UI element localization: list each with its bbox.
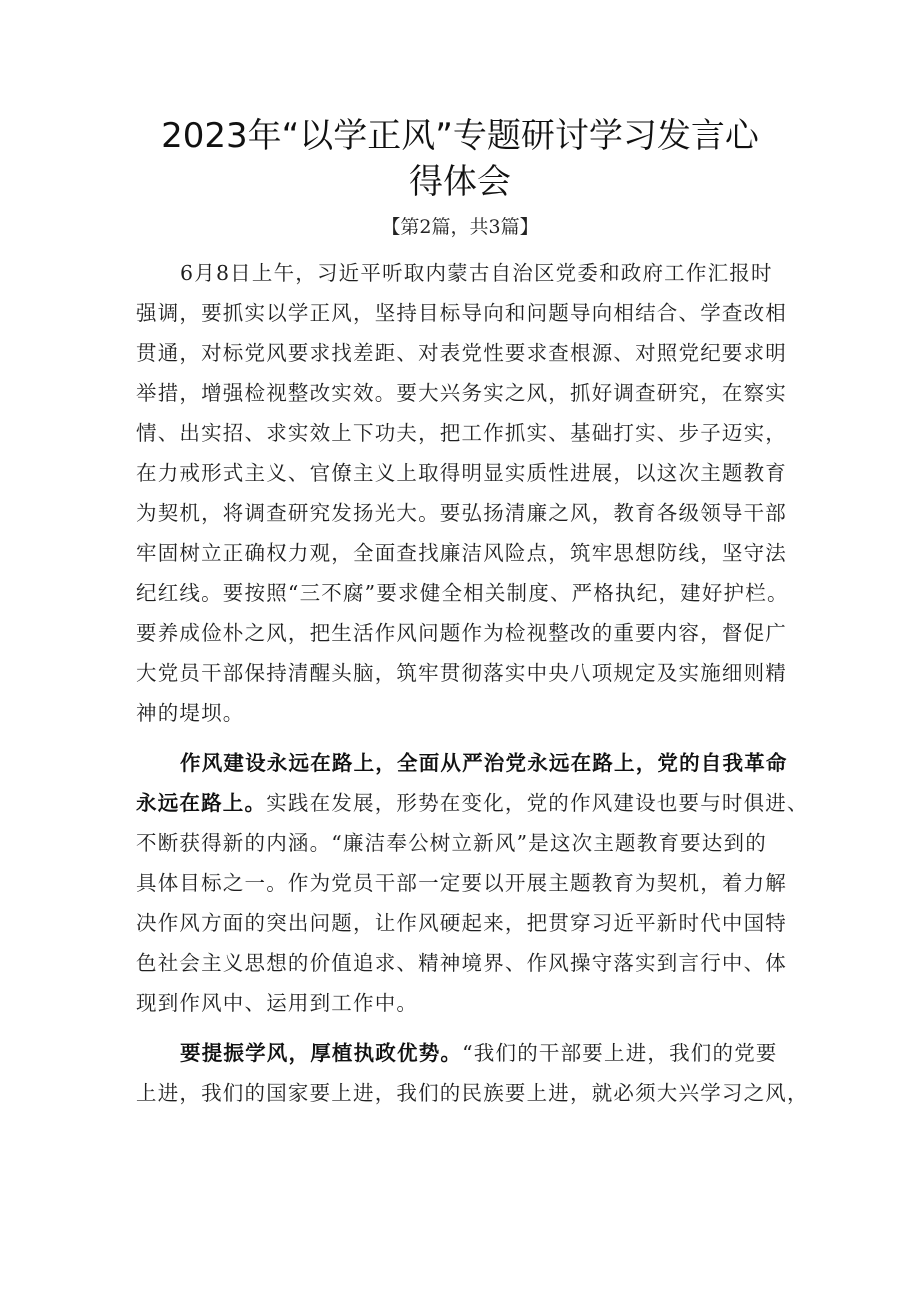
paragraph-line xyxy=(136,1078,809,1108)
line-text: 情、出实招、求实效上下功夫，把工作抓实、基础打实、步子迈实， xyxy=(136,421,787,445)
line-text: 上进，我们的国家要上进，我们的民族要上进，就必须大兴学习之风， xyxy=(136,1081,809,1105)
paragraph-line xyxy=(136,948,796,978)
paragraph-line xyxy=(136,868,796,898)
paragraph-line xyxy=(136,538,796,568)
paragraph-line xyxy=(136,828,796,858)
paragraph-line xyxy=(136,498,796,528)
paragraph-line xyxy=(136,298,796,328)
paragraph-line xyxy=(136,618,796,648)
line-text: 实践在发展，形势在变化，党的作风建设也要与时俱进、 xyxy=(266,791,809,815)
paragraph-line xyxy=(136,378,796,408)
document-title-line-1: 2023年“以学正风”专题研讨学习发言心 xyxy=(161,116,759,156)
line-text: 强调，要抓实以学正风，坚持目标导向和问题导向相结合、学查改相 xyxy=(136,301,787,325)
line-text: 纪红线。要按照“三不腐”要求健全相关制度、严格执纪，建好护栏。 xyxy=(136,581,789,605)
line-text: 6月8日上午，习近平听取内蒙古自治区党委和政府工作汇报时 xyxy=(180,261,773,285)
line-text: 决作风方面的突出问题，让作风硬起来，把贯穿习近平新时代中国特 xyxy=(136,911,787,935)
line-text: 具体目标之一。作为党员干部一定要以开展主题教育为契机，着力解 xyxy=(136,871,787,895)
document-title-line-2: 得体会 xyxy=(409,162,511,202)
paragraph-line xyxy=(136,658,796,688)
paragraph-line xyxy=(136,698,796,728)
paragraph-line xyxy=(136,908,796,938)
paragraph-line xyxy=(180,748,796,778)
line-text: 色社会主义思想的价值追求、精神境界、作风操守落实到言行中、体 xyxy=(136,951,787,975)
line-text: 贯通，对标党风要求找差距、对表党性要求查根源、对照党纪要求明 xyxy=(136,341,787,365)
line-text: 举措，增强检视整改实效。要大兴务实之风，抓好调查研究，在察实 xyxy=(136,381,787,405)
paragraph-line xyxy=(180,1038,796,1068)
line-text: 牢固树立正确权力观，全面查找廉洁风险点，筑牢思想防线，坚守法 xyxy=(136,541,787,565)
line-text: 在力戒形式主义、官僚主义上取得明显实质性进展，以这次主题教育 xyxy=(136,461,787,485)
paragraph-line xyxy=(136,458,796,488)
line-text: 神的堤坝。 xyxy=(136,701,245,725)
bold-lead: 要提振学风，厚植执政优势。 xyxy=(180,1041,463,1065)
paragraph-line xyxy=(136,988,796,1018)
part-indicator: 【第2篇，共3篇】 xyxy=(381,216,539,238)
line-text: 大党员干部保持清醒头脑，筑牢贯彻落实中央八项规定及实施细则精 xyxy=(136,661,787,685)
paragraph-line xyxy=(136,418,796,448)
paragraph-line xyxy=(136,788,809,818)
line-text: “我们的干部要上进，我们的党要 xyxy=(462,1041,778,1065)
line-text: 现到作风中、运用到工作中。 xyxy=(136,991,419,1015)
paragraph-line xyxy=(136,338,796,368)
bold-lead: 永远在路上。 xyxy=(136,791,267,815)
paragraph-line xyxy=(136,578,796,608)
line-text: 为契机，将调查研究发扬光大。要弘扬清廉之风，教育各级领导干部 xyxy=(136,501,787,525)
bold-lead: 作风建设永远在路上，全面从严治党永远在路上，党的自我革命 xyxy=(180,751,788,775)
paragraph-line xyxy=(180,258,796,288)
line-text: 要养成俭朴之风，把生活作风问题作为检视整改的重要内容，督促广 xyxy=(136,621,787,645)
line-text: 不断获得新的内涵。“廉洁奉公树立新风”是这次主题教育要达到的 xyxy=(136,831,767,855)
